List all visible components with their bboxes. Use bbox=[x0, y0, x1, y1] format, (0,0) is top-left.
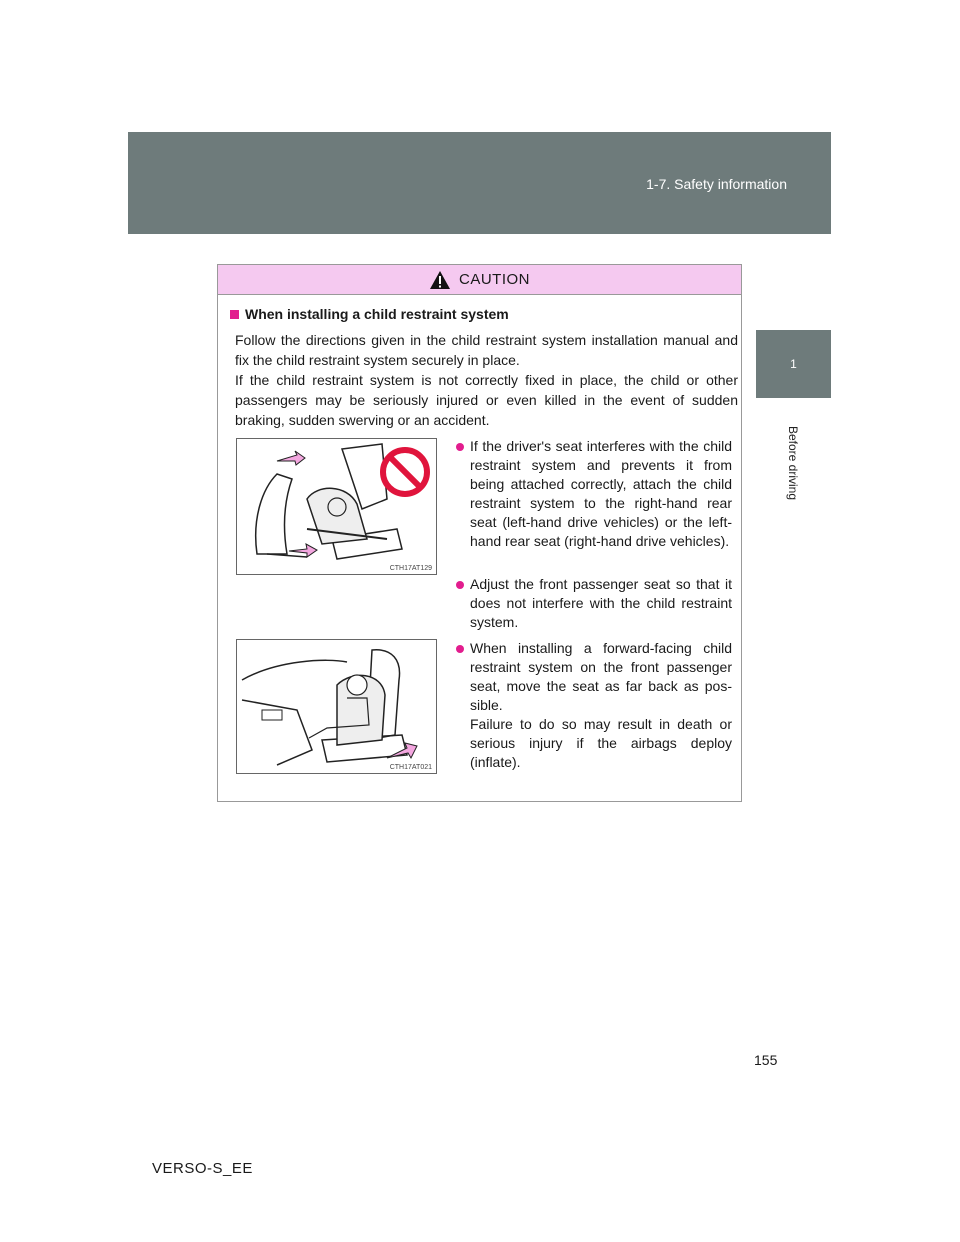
bullet-text-1: If the driver's seat interferes with the child restraint system and prevents it from being attached correctly, attach the child restraint system to the right-hand rear seat (left-hand drive vehicles) or the left-hand rear seat (right-hand drive vehicles). bbox=[470, 438, 732, 549]
caution-intro bbox=[235, 330, 738, 430]
figure-child-seat-rear bbox=[236, 438, 437, 575]
warning-triangle-icon bbox=[429, 270, 451, 290]
square-bullet-icon bbox=[230, 310, 239, 319]
chapter-label-text: Before driving bbox=[786, 425, 801, 501]
bullet-dot-icon bbox=[456, 581, 464, 589]
page-number: 155 bbox=[754, 1052, 778, 1068]
footer-model-code: VERSO-S_EE bbox=[152, 1160, 253, 1177]
bullet-dot-icon bbox=[456, 443, 464, 451]
bullet-text-3-line1: When installing a forward-facing child restraint system on the front passenger seat, move the seat as far back as pos-sible. bbox=[470, 640, 732, 713]
child-seat-front-illustration bbox=[237, 640, 436, 773]
bullet-dot-icon bbox=[456, 645, 464, 653]
caution-box bbox=[217, 264, 742, 802]
chapter-tab: 1 bbox=[756, 330, 831, 398]
bullet-text-3-line2: Failure to do so may result in death or serious injury if the airbags deploy (inflate). bbox=[470, 716, 732, 770]
bullet-text-3 bbox=[470, 639, 732, 772]
intro-paragraph-2: If the child restraint system is not correctly fixed in place, the child or other passengers may be seriously injured or even killed in the event of sudden braking, sudden swerving or an accident. bbox=[235, 372, 738, 428]
bullet-item-1 bbox=[456, 437, 732, 551]
bullet-item-3 bbox=[456, 639, 732, 772]
chapter-label bbox=[758, 418, 828, 508]
bullet-text-2: Adjust the front passenger seat so that it does not interfere with the child restraint system. bbox=[470, 576, 732, 630]
bullet-item-2 bbox=[456, 575, 732, 632]
header-band bbox=[128, 132, 831, 234]
child-seat-rear-illustration bbox=[237, 439, 436, 574]
figure1-code: CTH17AT129 bbox=[389, 565, 432, 572]
caution-title: CAUTION bbox=[459, 271, 530, 288]
caution-section-title bbox=[230, 306, 509, 322]
caution-section-title-text: When installing a child restraint system bbox=[245, 306, 509, 322]
figure2-code: CTH17AT021 bbox=[389, 764, 432, 771]
caution-header bbox=[218, 265, 741, 295]
section-header-title: 1-7. Safety information bbox=[646, 176, 787, 192]
intro-paragraph-1: Follow the directions given in the child restraint system installation manual and fix the child restraint system securely in place. bbox=[235, 332, 738, 368]
figure-child-seat-front bbox=[236, 639, 437, 774]
